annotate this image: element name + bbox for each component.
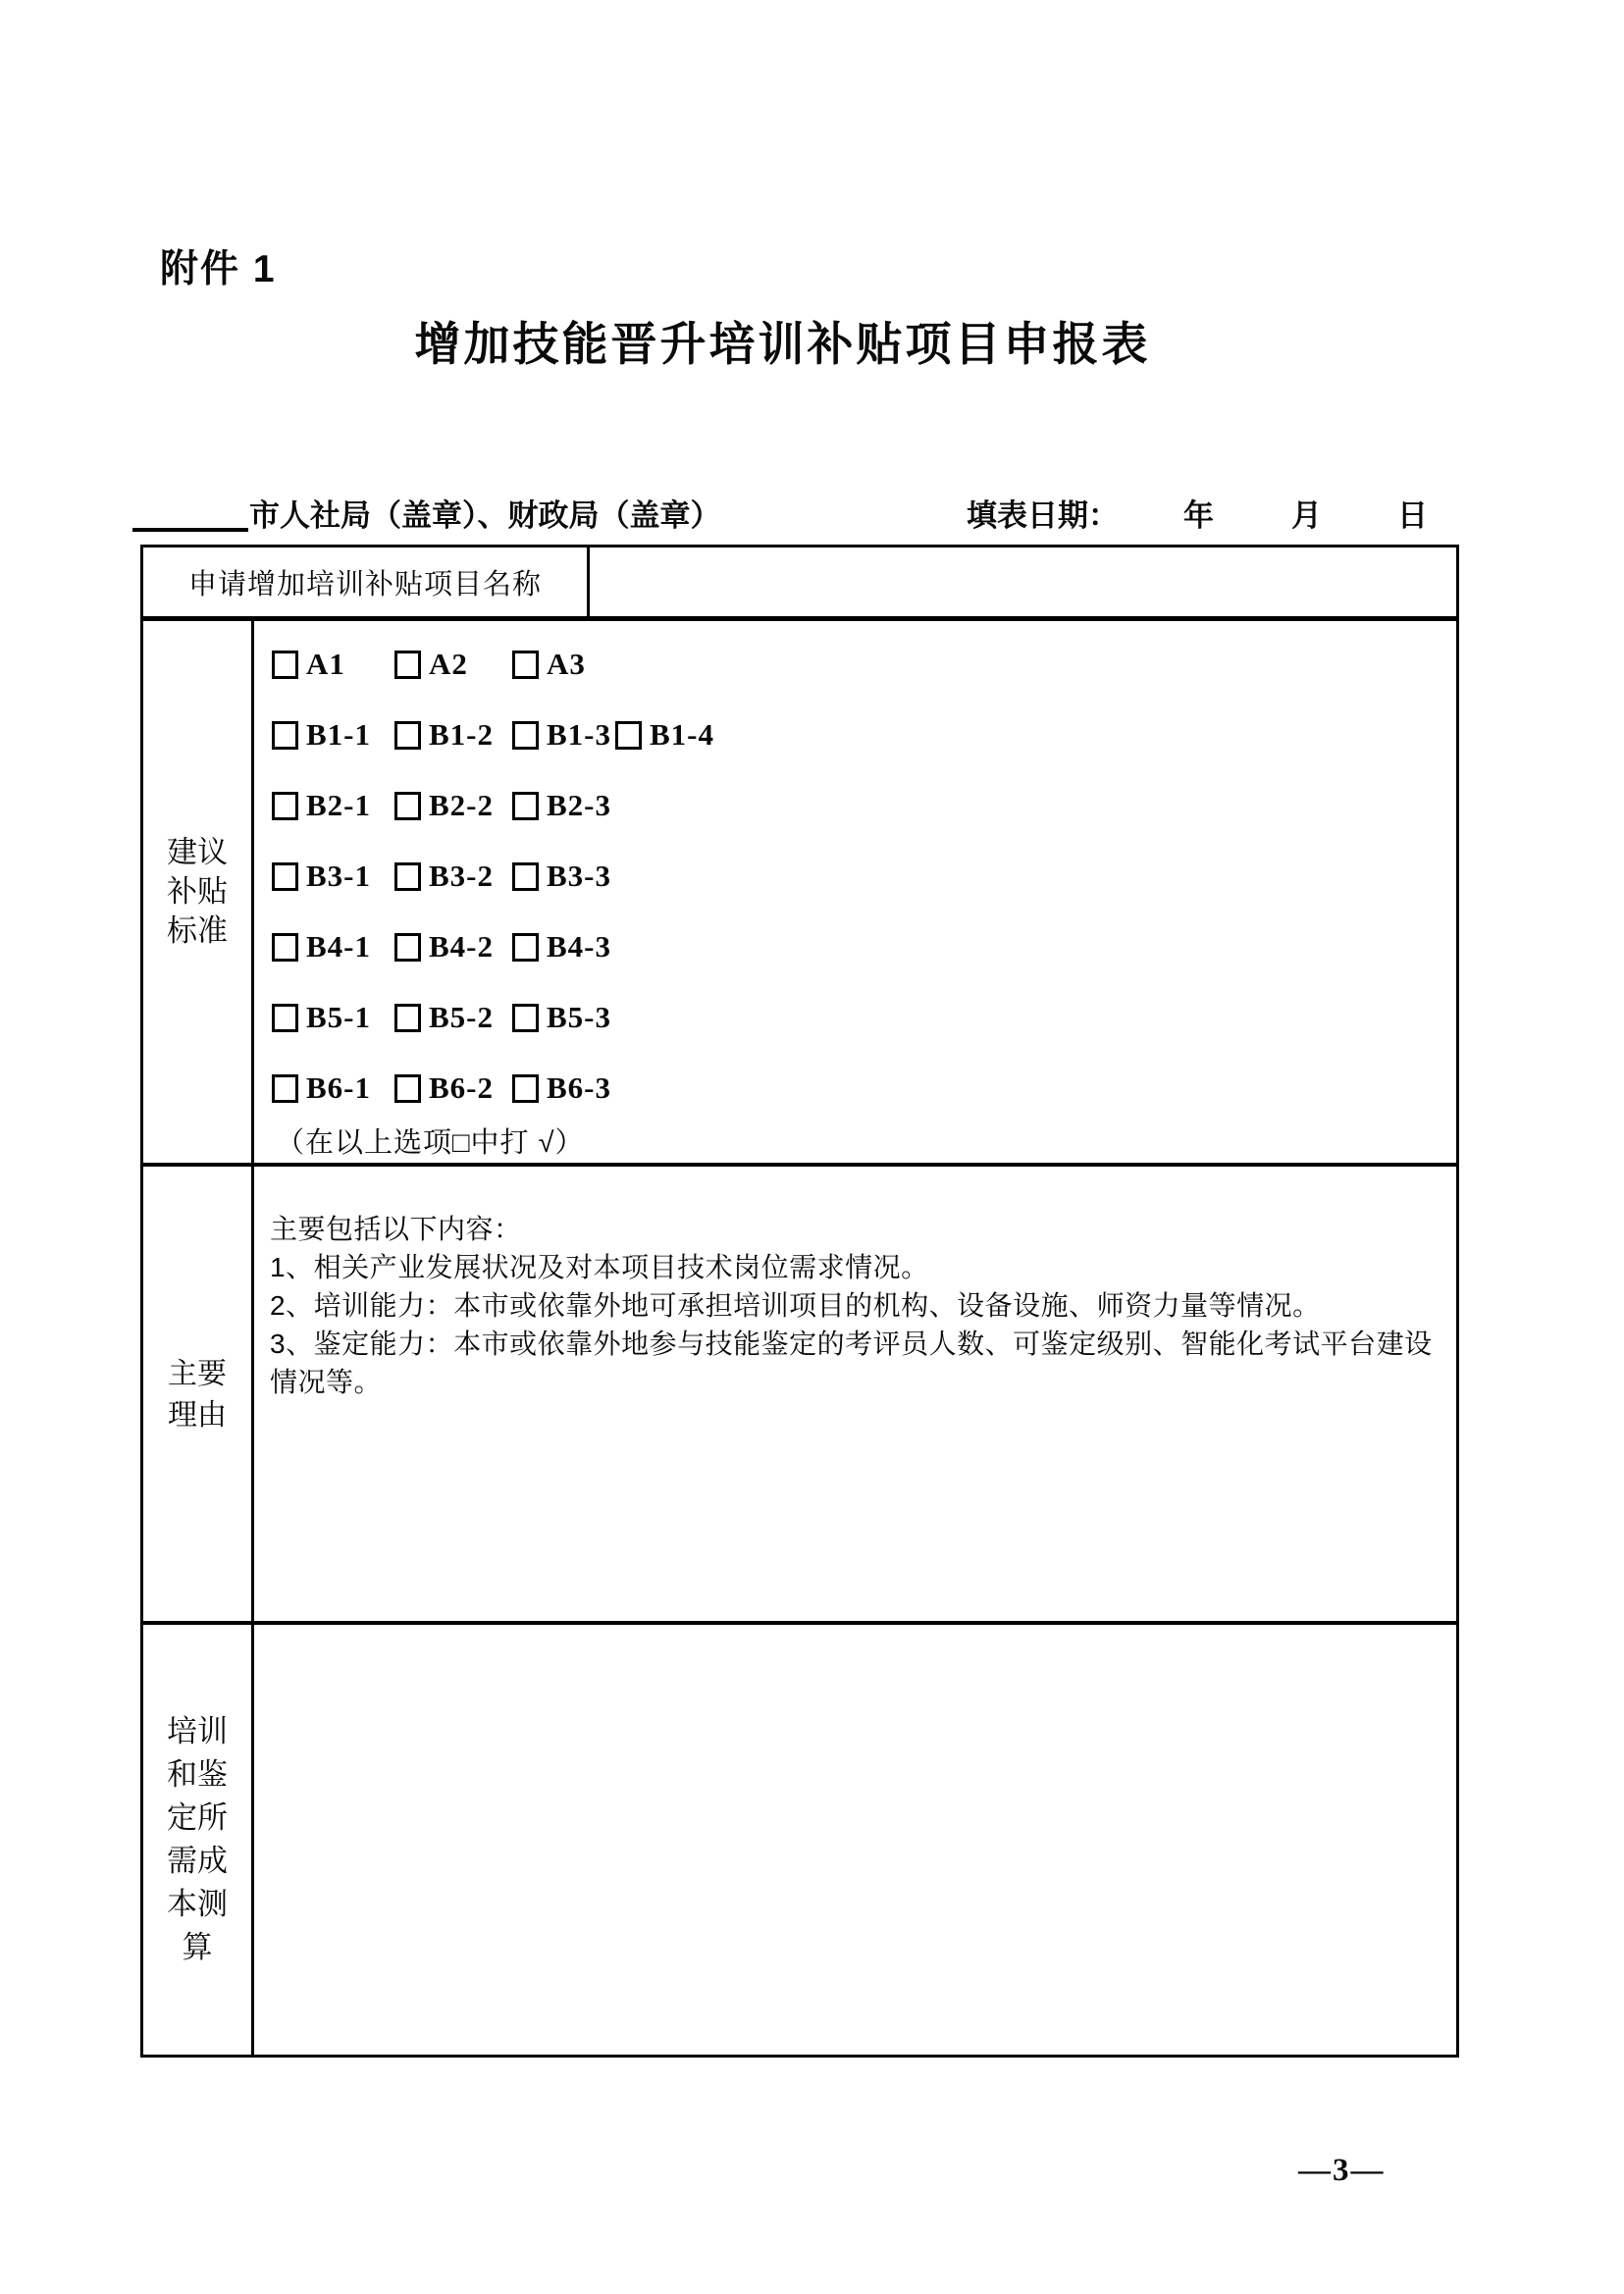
checkbox-label: B4-1 [306,929,371,964]
checkbox-icon[interactable] [512,1074,539,1103]
project-name-label: 申请增加培训补贴项目名称 [187,568,542,600]
checkbox-option-b4-3[interactable] [512,929,611,965]
checkbox-option-a3[interactable] [512,647,586,682]
checkbox-icon[interactable] [272,651,298,679]
checkbox-row [254,859,1456,929]
attachment-label: 附件 1 [160,248,277,290]
fill-date-label: 填表日期： [967,498,1119,533]
checkbox-label: B3-1 [306,859,371,893]
checkbox-option-b3-2[interactable] [394,859,494,894]
main-reason-label: 主要理由 [168,1358,227,1432]
main-reason-content-cell[interactable] [254,1167,1456,1621]
checkbox-option-b5-2[interactable] [394,1000,494,1035]
checkbox-icon[interactable] [512,792,539,820]
checkbox-icon[interactable] [394,651,421,679]
checkbox-icon[interactable] [272,1074,298,1103]
subsidy-checkbox-grid [254,647,1456,1141]
checkbox-label: A3 [547,647,586,681]
checkbox-option-b6-1[interactable] [272,1070,371,1106]
checkbox-icon[interactable] [512,862,539,891]
checkbox-icon[interactable] [272,862,298,891]
year-label: 年 [1183,498,1214,533]
checkbox-row [254,647,1456,717]
page-title: 增加技能晋升培训补贴项目申报表 [414,318,1151,370]
checkbox-option-b1-2[interactable] [394,717,494,753]
checkbox-option-a2[interactable] [394,647,468,682]
checkbox-option-a1[interactable] [272,647,345,682]
checkbox-label: B1-2 [429,717,494,752]
checkbox-row [254,929,1456,1000]
checkbox-label: B3-2 [429,859,494,893]
city-name-blank[interactable] [132,493,248,532]
checkbox-label: B2-3 [547,788,611,822]
checkbox-label: B6-1 [306,1070,371,1105]
checkbox-option-b1-3[interactable] [512,717,611,753]
checkbox-icon[interactable] [512,933,539,962]
checkbox-icon[interactable] [512,1004,539,1032]
checkbox-option-b5-3[interactable] [512,1000,611,1035]
checkbox-option-b2-1[interactable] [272,788,371,823]
checkbox-icon[interactable] [394,721,421,750]
checkbox-option-b3-1[interactable] [272,859,371,894]
cost-estimate-input-cell[interactable] [254,1625,1456,2055]
agency-seal-label: 市人社局（盖章）、财政局（盖章） [249,498,721,533]
subsidy-standard-label: 建议补贴标准 [167,835,228,948]
checkbox-icon[interactable] [394,933,421,962]
main-reason-line: 2、培训能力：本市或依靠外地可承担培训项目的机构、设备设施、师资力量等情况。 [270,1290,1321,1321]
main-reason-label-cell [143,1170,251,1621]
checkbox-icon[interactable] [394,862,421,891]
checkbox-option-b5-1[interactable] [272,1000,371,1035]
checkbox-icon[interactable] [394,792,421,820]
month-label: 月 [1291,498,1322,533]
checkbox-label: B1-1 [306,717,371,752]
checkbox-option-b4-2[interactable] [394,929,494,965]
main-reason-line: 1、相关产业发展状况及对本项目技术岗位需求情况。 [270,1252,929,1282]
checkbox-label: B5-2 [429,1000,494,1034]
checkbox-icon[interactable] [512,721,539,750]
checkbox-icon[interactable] [615,721,642,750]
checkbox-label: A2 [429,647,468,681]
checkbox-label: B1-4 [650,717,714,752]
cost-estimate-label: 培训和鉴定所需成本测算 [167,1714,228,1964]
checkbox-row [254,1000,1456,1070]
checkbox-icon[interactable] [394,1004,421,1032]
project-name-input-cell[interactable] [590,547,1456,616]
main-reason-line: 主要包括以下内容： [270,1214,522,1244]
checkbox-label: B2-2 [429,788,494,822]
checkbox-option-b3-3[interactable] [512,859,611,894]
checkbox-icon[interactable] [272,933,298,962]
checkbox-option-b1-1[interactable] [272,717,371,753]
subsidy-standard-label-cell [143,621,251,1163]
checkbox-label: B5-1 [306,1000,371,1034]
checkbox-instruction-note: （在以上选项□中打 √） [276,1127,585,1159]
subsidy-standard-content-cell [254,621,1456,1163]
checkbox-option-b6-3[interactable] [512,1070,611,1106]
checkbox-option-b6-2[interactable] [394,1070,494,1106]
checkbox-label: B4-2 [429,929,494,964]
checkbox-label: A1 [306,647,345,681]
checkbox-option-b2-2[interactable] [394,788,494,823]
main-reason-line: 3、鉴定能力：本市或依靠外地参与技能鉴定的考评员人数、可鉴定级别、智能化考试平台建设情况等。 [270,1329,1433,1397]
checkbox-label: B3-3 [547,859,611,893]
checkbox-icon[interactable] [272,792,298,820]
checkbox-row [254,788,1456,859]
day-label: 日 [1397,498,1428,533]
checkbox-option-b2-3[interactable] [512,788,611,823]
checkbox-icon[interactable] [512,651,539,679]
checkbox-label: B4-3 [547,929,611,964]
checkbox-label: B6-3 [547,1070,611,1105]
checkbox-icon[interactable] [272,721,298,750]
checkbox-icon[interactable] [394,1074,421,1103]
checkbox-label: B1-3 [547,717,611,752]
cost-estimate-label-cell [143,1625,251,2055]
checkbox-label: B6-2 [429,1070,494,1105]
checkbox-option-b1-4[interactable] [615,717,714,753]
stamp-line [0,489,1624,538]
checkbox-label: B2-1 [306,788,371,822]
page-number: —3— [1298,2153,1386,2188]
checkbox-option-b4-1[interactable] [272,929,371,965]
application-form-table [140,545,1459,2058]
checkbox-row [254,717,1456,788]
checkbox-icon[interactable] [272,1004,298,1032]
checkbox-label: B5-3 [547,1000,611,1034]
